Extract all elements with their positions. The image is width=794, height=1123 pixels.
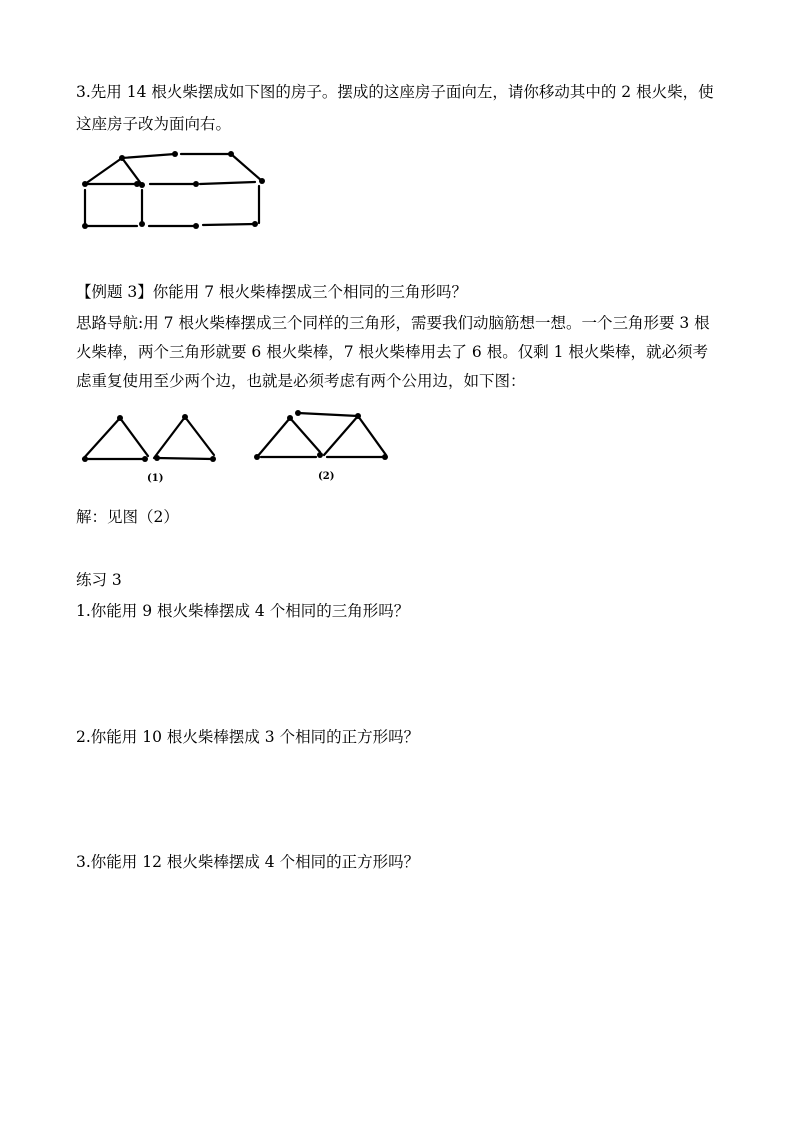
triangles-figure [0, 0, 794, 500]
example3-title: 【例题 3】你能用 7 根火柴棒摆成三个相同的三角形吗？ [76, 283, 468, 301]
practice3-question-3: 3.你能用 12 根火柴棒摆成 4 个相同的正方形吗？ [76, 853, 420, 871]
problem3-line2: 这座房子改为面向右。 [76, 115, 232, 133]
figure-2-triangles [254, 410, 388, 460]
figure-1-triangles [82, 414, 216, 462]
example3-guide-line1: 思路导航:用 7 根火柴棒摆成三个同样的三角形，需要我们动脑筋想一想。一个三角形要 3 根 [76, 314, 710, 332]
figure-1-label: (1) [147, 473, 164, 484]
practice3-question-1: 1.你能用 9 根火柴棒摆成 4 个相同的三角形吗？ [76, 602, 410, 620]
example3-guide-line3: 虑重复使用至少两个边，也就是必须考虑有两个公用边，如下图： [76, 372, 526, 390]
example3-guide-line2: 火柴棒，两个三角形就要 6 根火柴棒，7 根火柴棒用去了 6 根。仅剩 1 根火柴棒，就必须考 [76, 343, 708, 361]
practice3-heading: 练习 3 [76, 571, 122, 589]
practice3-question-2: 2.你能用 10 根火柴棒摆成 3 个相同的正方形吗？ [76, 728, 420, 746]
problem3-line1: 3.先用 14 根火柴摆成如下图的房子。摆成的这座房子面向左，请你移动其中的 2 根火柴，使 [76, 83, 714, 101]
example3-solution: 解：见图（2） [76, 508, 179, 526]
figure-2-label: (2) [318, 471, 335, 482]
